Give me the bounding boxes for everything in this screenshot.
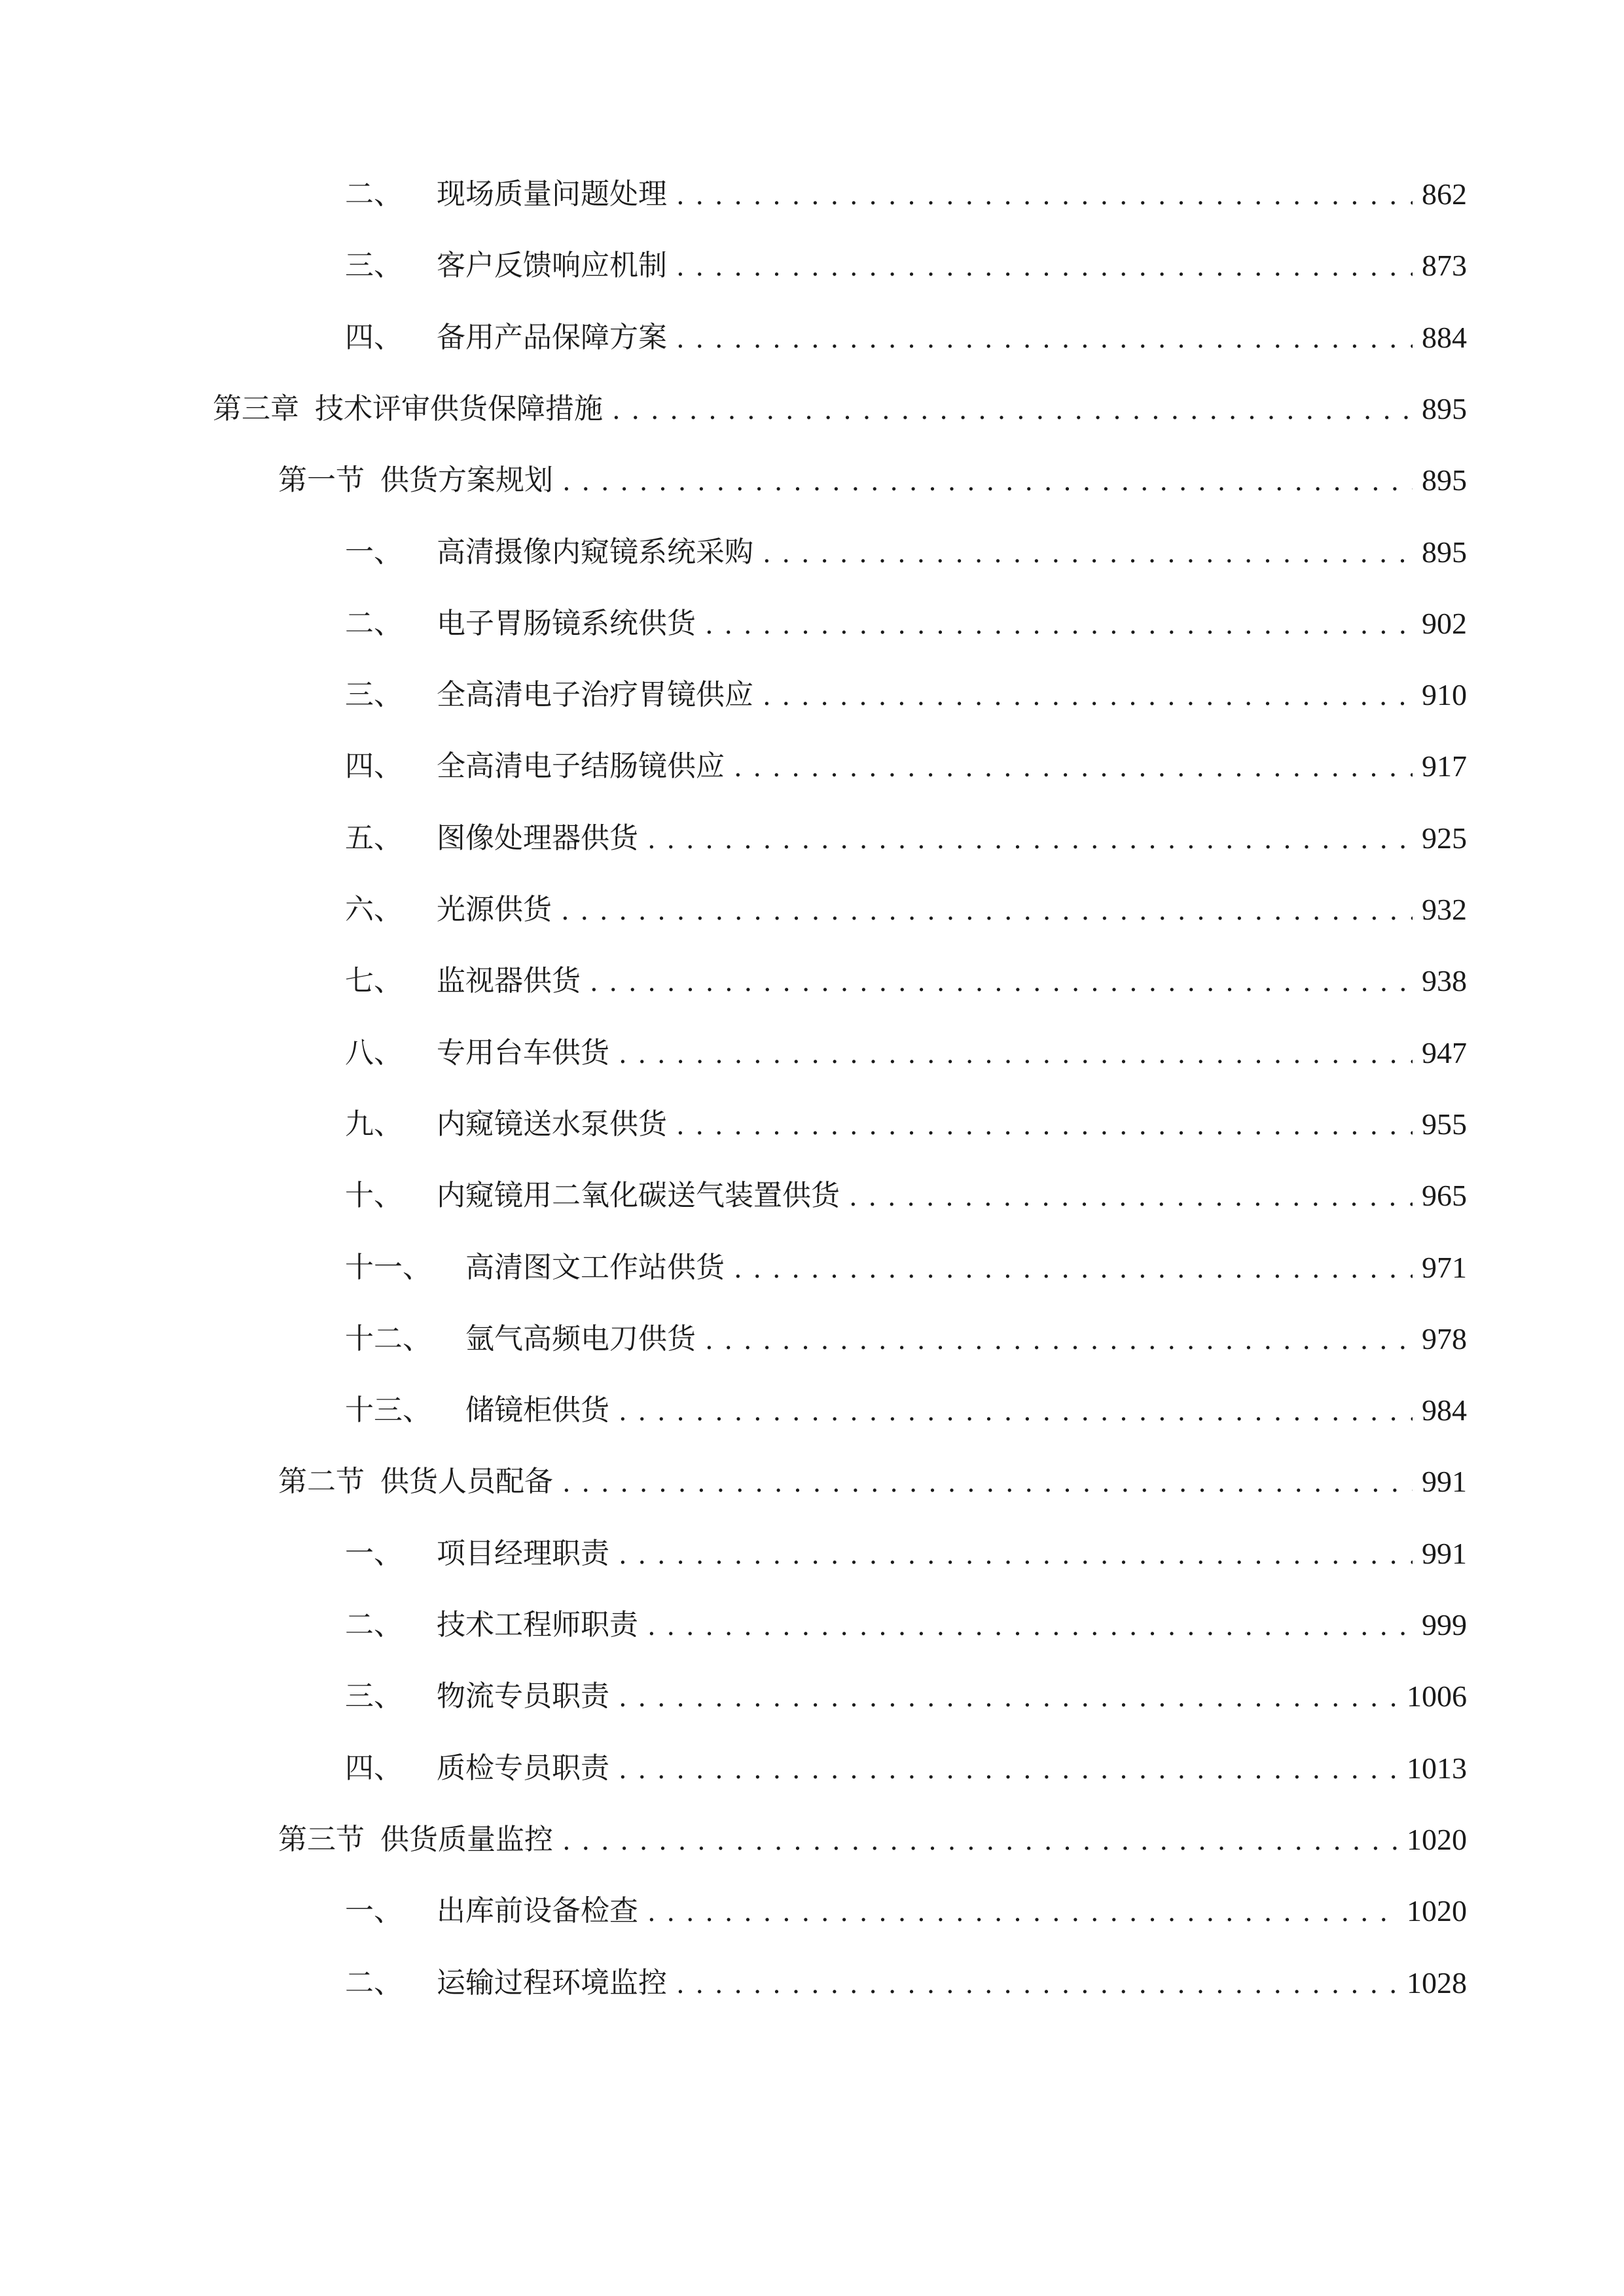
toc-entry-number: 五、 [345,821,403,855]
toc-dot-leader [705,1313,1413,1365]
toc-dot-leader [619,1027,1413,1079]
toc-entry[interactable] [345,1885,1467,1937]
toc-entry-number: 一、 [345,1894,403,1928]
toc-dot-leader [562,454,1413,507]
toc-entry-page: 925 [1422,821,1467,855]
toc-entry[interactable] [345,240,1467,292]
toc-dot-leader [763,669,1413,721]
toc-entry-title: 监视器供货 [437,964,581,998]
toc-entry-page: 1020 [1407,1894,1467,1928]
toc-entry-number: 十、 [345,1179,403,1213]
toc-dot-leader [590,955,1413,1007]
toc-entry-number: 二、 [345,606,403,640]
toc-entry-page: 991 [1422,1465,1467,1499]
toc-dot-leader [647,812,1413,865]
toc-entry-page: 884 [1422,320,1467,354]
toc-entry-page: 965 [1422,1179,1467,1213]
toc-entry-number: 第二节 [278,1465,365,1499]
toc-entry-page: 991 [1422,1536,1467,1570]
toc-dot-leader [734,740,1413,793]
toc-entry-page: 895 [1422,535,1467,569]
toc-entry[interactable] [278,1456,1467,1508]
toc-entry-title: 出库前设备检查 [437,1894,638,1928]
toc-entry-page: 1020 [1407,1822,1467,1856]
toc-entry-number: 三、 [345,678,403,712]
toc-entry[interactable] [345,884,1467,936]
toc-entry-title: 图像处理器供货 [437,821,638,855]
toc-entry-title: 供货质量监控 [380,1822,553,1856]
toc-entry[interactable] [345,526,1467,579]
toc-entry-number: 二、 [345,177,403,211]
toc-entry-number: 七、 [345,964,403,998]
toc-entry-page: 955 [1422,1107,1467,1141]
toc-entry-title: 客户反馈响应机制 [437,249,667,283]
toc-dot-leader [676,168,1413,221]
toc-dot-leader [612,383,1413,435]
toc-entry-title: 项目经理职责 [437,1536,609,1570]
toc-entry-number: 二、 [345,1608,403,1641]
toc-entry-page: 1006 [1407,1679,1467,1713]
toc-entry-title: 质检专员职责 [437,1751,609,1785]
toc-dot-leader [619,1742,1398,1795]
toc-entry[interactable] [345,669,1467,721]
toc-entry[interactable] [345,1670,1467,1723]
toc-entry-page: 902 [1422,606,1467,640]
toc-entry-title: 技术工程师职责 [437,1608,638,1641]
toc-dot-leader [763,526,1413,579]
toc-entry[interactable] [345,312,1467,364]
toc-entry[interactable] [345,1742,1467,1795]
toc-entry-title: 专用台车供货 [437,1035,609,1069]
toc-dot-leader [676,1957,1398,2009]
toc-dot-leader [849,1170,1413,1222]
toc-entry-number: 十三、 [345,1393,431,1427]
toc-entry[interactable] [345,812,1467,865]
toc-entry[interactable] [345,168,1467,221]
toc-entry-title: 电子胃肠镜系统供货 [437,606,696,640]
toc-entry-title: 氩气高频电刀供货 [465,1321,696,1355]
toc-entry[interactable] [345,598,1467,650]
toc-dot-leader [561,884,1413,936]
toc-entry-page: 947 [1422,1035,1467,1069]
toc-dot-leader [734,1242,1413,1294]
toc-dot-leader [676,1098,1413,1151]
toc-entry[interactable] [213,383,1467,435]
toc-entry-number: 八、 [345,1035,403,1069]
toc-entry-number: 第三章 [213,391,299,425]
toc-entry-page: 1013 [1407,1751,1467,1785]
toc-entry-title: 全高清电子治疗胃镜供应 [437,678,753,712]
toc-entry-title: 内窥镜送水泵供货 [437,1107,667,1141]
toc-dot-leader [676,240,1413,292]
toc-entry-title: 现场质量问题处理 [437,177,667,211]
toc-entry-title: 光源供货 [437,893,552,926]
toc-entry-number: 第一节 [278,463,365,497]
toc-entry[interactable] [278,454,1467,507]
toc-entry-page: 917 [1422,749,1467,783]
toc-entry-title: 物流专员职责 [437,1679,609,1713]
toc-entry-title: 技术评审供货保障措施 [315,391,603,425]
toc-entry-number: 二、 [345,1965,403,2000]
toc-dot-leader [619,1528,1413,1580]
toc-entry-number: 四、 [345,320,403,354]
toc-dot-leader [562,1814,1398,1866]
toc-entry[interactable] [345,1098,1467,1151]
toc-entry-number: 四、 [345,1751,403,1785]
toc-entry[interactable] [345,1242,1467,1294]
toc-entry-title: 运输过程环境监控 [437,1965,667,2000]
toc-entry-page: 984 [1422,1393,1467,1427]
toc-entry-number: 十一、 [345,1250,431,1284]
toc-entry[interactable] [345,740,1467,793]
toc-dot-leader [647,1885,1398,1937]
toc-entry-title: 内窥镜用二氧化碳送气装置供货 [437,1179,840,1213]
toc-dot-leader [647,1599,1413,1651]
toc-entry-number: 第三节 [278,1822,365,1856]
toc-entry-title: 备用产品保障方案 [437,320,667,354]
toc-entry-page: 910 [1422,678,1467,712]
toc-entry-page: 999 [1422,1608,1467,1641]
toc-entry[interactable] [278,1814,1467,1866]
toc-entry-number: 十二、 [345,1321,431,1355]
toc-entry-page: 895 [1422,463,1467,497]
toc-dot-leader [705,598,1413,650]
toc-dot-leader [562,1456,1413,1508]
toc-entry-title: 高清图文工作站供货 [465,1250,725,1284]
toc-entry-number: 六、 [345,893,403,926]
toc-entry-number: 一、 [345,1536,403,1570]
toc-entry-title: 储镜柜供货 [465,1393,609,1427]
toc-entry-title: 高清摄像内窥镜系统采购 [437,535,753,569]
toc-entry-number: 一、 [345,535,403,569]
toc-entry[interactable] [345,1384,1467,1437]
toc-entry[interactable] [345,955,1467,1007]
toc-entry-page: 932 [1422,893,1467,926]
toc-entry-page: 938 [1422,964,1467,998]
toc-entry-number: 三、 [345,249,403,283]
toc-entry-number: 三、 [345,1679,403,1713]
toc-entry-number: 九、 [345,1107,403,1141]
toc-entry[interactable] [345,1957,1467,2009]
toc-entry-page: 873 [1422,249,1467,283]
toc-entry-number: 四、 [345,749,403,783]
toc-dot-leader [676,312,1413,364]
toc-entry[interactable] [345,1599,1467,1651]
toc-entry-title: 供货方案规划 [380,463,553,497]
toc-dot-leader [619,1670,1398,1723]
toc-entry[interactable] [345,1313,1467,1365]
toc-entry-page: 978 [1422,1321,1467,1355]
toc-entry-page: 895 [1422,391,1467,425]
toc-entry[interactable] [345,1027,1467,1079]
toc-entry-title: 供货人员配备 [380,1465,553,1499]
toc-entry-page: 971 [1422,1250,1467,1284]
toc-entry-title: 全高清电子结肠镜供应 [437,749,725,783]
toc-entry-page: 862 [1422,177,1467,211]
toc-entry[interactable] [345,1170,1467,1222]
toc-entry[interactable] [345,1528,1467,1580]
toc-entry-page: 1028 [1407,1965,1467,2000]
toc-dot-leader [619,1384,1413,1437]
